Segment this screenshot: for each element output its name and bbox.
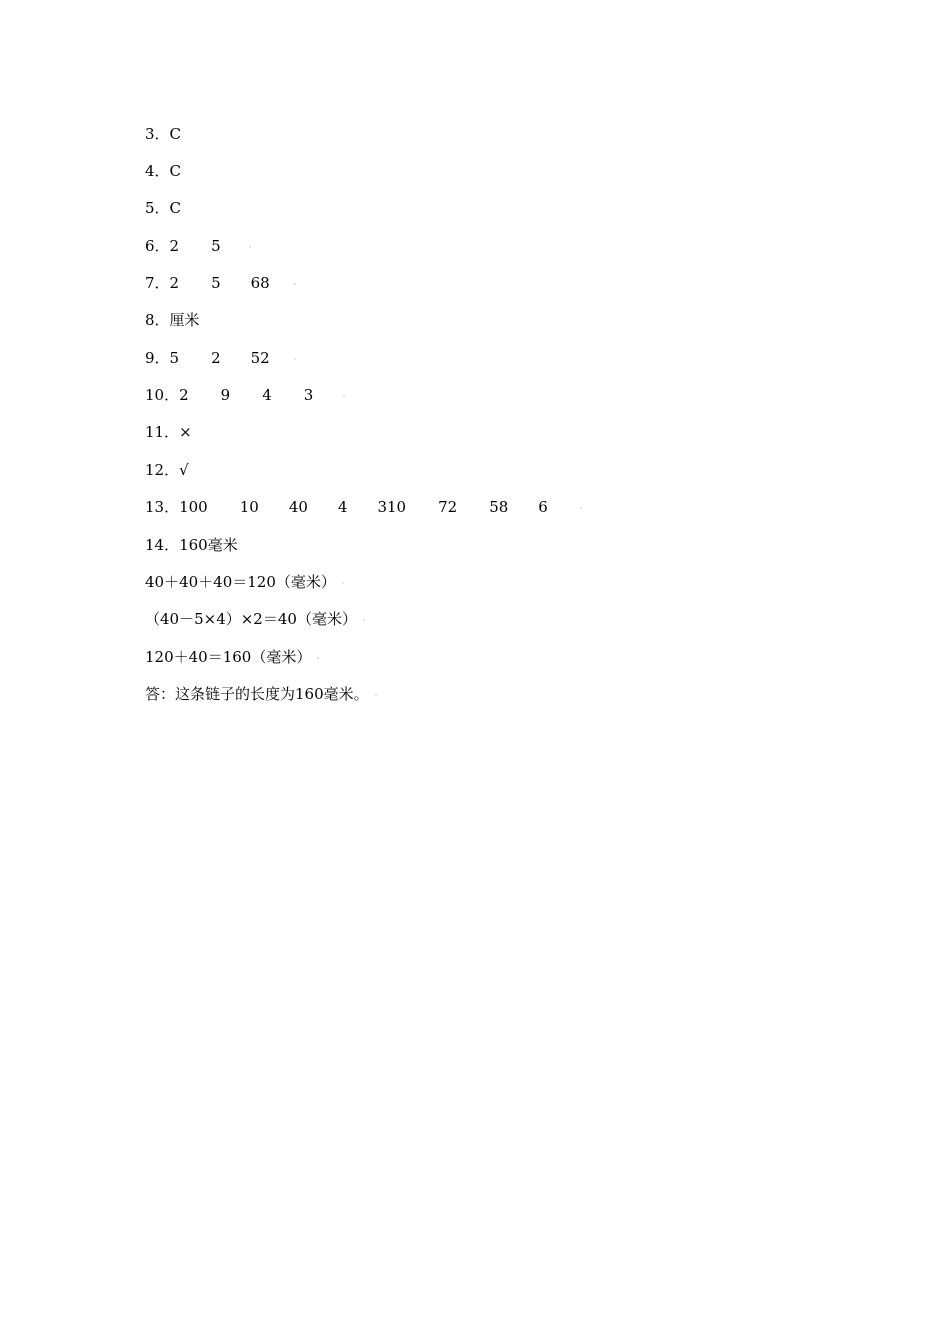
answer-value: 58 [489, 498, 509, 516]
answer-line-6 [145, 234, 251, 258]
answer-value: C [169, 199, 182, 217]
answer-value: 5 [211, 237, 221, 255]
answer-value: 9 [220, 386, 231, 404]
answer-value: 2 [211, 349, 221, 367]
answer-number: 6． [145, 237, 170, 255]
answer-number: 14． [145, 536, 180, 554]
solution-text: 40＋40＋40＝120（毫米） [145, 573, 336, 591]
solution-step-1 [145, 570, 344, 594]
answer-line-9 [145, 346, 296, 370]
solution-text: 答：这条链子的长度为160毫米。 [145, 685, 369, 703]
answer-number: 7． [145, 274, 170, 292]
answer-line-10 [145, 383, 345, 407]
blank-mark [249, 246, 251, 248]
answer-value: 72 [438, 498, 458, 516]
answer-number: 13． [145, 498, 180, 516]
answer-value: 4 [337, 498, 348, 516]
answer-value: 100 [179, 498, 208, 516]
answer-line-4 [145, 159, 181, 183]
blank-mark [294, 283, 296, 285]
answer-value: × [179, 423, 192, 441]
answer-value: 40 [288, 498, 308, 516]
answer-number: 4． [145, 162, 170, 180]
blank-mark [294, 358, 296, 360]
answer-value: 2 [179, 386, 189, 404]
answer-value: 5 [211, 274, 221, 292]
answer-value: 5 [169, 349, 180, 367]
blank-mark [375, 694, 377, 696]
answer-number: 12． [145, 461, 180, 479]
answer-line-5 [145, 196, 181, 220]
answer-number: 9． [145, 349, 170, 367]
blank-mark [317, 657, 319, 659]
answer-line-3 [145, 122, 181, 146]
answer-line-7 [145, 271, 296, 295]
blank-mark [343, 395, 345, 397]
answer-number: 8． [145, 311, 170, 329]
answer-value: C [169, 125, 182, 143]
answer-value: 2 [169, 274, 180, 292]
answer-value: √ [179, 461, 189, 479]
answer-value: 160毫米 [179, 536, 238, 554]
answer-line-12 [145, 458, 189, 482]
answer-number: 3． [145, 125, 170, 143]
answer-value: 6 [538, 498, 548, 516]
answer-value: 2 [169, 237, 180, 255]
blank-mark [580, 507, 582, 509]
solution-step-3 [145, 645, 319, 669]
answer-value: 10 [239, 498, 259, 516]
answer-value: 厘米 [169, 311, 200, 329]
solution-step-2 [145, 607, 365, 631]
solution-text: 120＋40＝160（毫米） [145, 648, 312, 666]
blank-mark [342, 582, 344, 584]
answer-value: 52 [250, 349, 270, 367]
solution-text: （40－5×4）×2＝40（毫米） [145, 610, 357, 628]
blank-mark [363, 619, 365, 621]
answer-line-8 [145, 308, 200, 332]
answer-value: C [169, 162, 182, 180]
answer-number: 5． [145, 199, 170, 217]
answer-value: 310 [377, 498, 407, 516]
answer-value: 68 [250, 274, 270, 292]
answer-line-14 [145, 533, 238, 557]
answer-line-11 [145, 420, 192, 444]
answer-number: 10． [145, 386, 180, 404]
answer-number: 11． [145, 423, 180, 441]
answer-value: 4 [262, 386, 272, 404]
solution-answer [145, 682, 377, 706]
answer-line-13 [145, 495, 582, 519]
answer-value: 3 [303, 386, 314, 404]
